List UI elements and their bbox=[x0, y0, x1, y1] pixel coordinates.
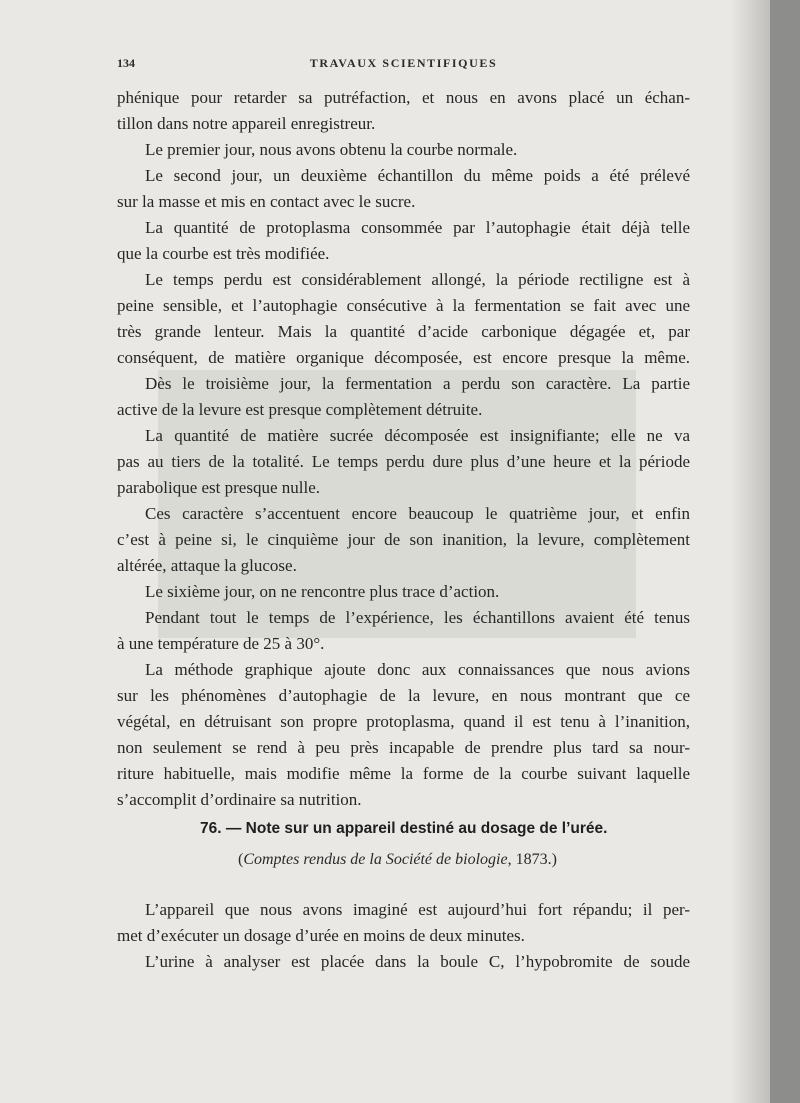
text-line: Le premier jour, nous avons obtenu la courbe normale. bbox=[145, 140, 518, 159]
text-line: L’urine à analyser est placée dans la boule C, l’hypobromite de soude bbox=[145, 952, 690, 971]
page-header bbox=[117, 56, 690, 72]
text-line: végétal, en détruisant son propre protoplasma, quand il est tenu à l’inanition, bbox=[117, 712, 690, 731]
text-line: met d’exécuter un dosage d’urée en moins de deux minutes. bbox=[117, 926, 525, 945]
text-line: parabolique est presque nulle. bbox=[117, 478, 320, 497]
text-line: Pendant tout le temps de l’expérience, les échantillons avaient été tenus bbox=[145, 608, 690, 627]
text-line: peine sensible, et l’autophagie consécutive à la fermentation se fait avec une bbox=[117, 296, 690, 315]
text-line: altérée, attaque la glucose. bbox=[117, 556, 297, 575]
text-line: Le temps perdu est considérablement allongé, la période rectiligne est à bbox=[145, 270, 690, 289]
text-line: sur la masse et mis en contact avec le sucre. bbox=[117, 192, 416, 211]
text-line: Ces caractère s’accentuent encore beaucoup le quatrième jour, et enfin bbox=[145, 504, 690, 523]
text-line: sur les phénomènes d’autophagie de la levure, en nous montrant que ce bbox=[117, 686, 690, 705]
running-title: TRAVAUX SCIENTIFIQUES bbox=[309, 56, 498, 70]
text-line: Le sixième jour, on ne rencontre plus trace d’action. bbox=[145, 582, 500, 601]
text-line: c’est à peine si, le cinquième jour de son inanition, la levure, complètement bbox=[117, 530, 690, 549]
text-line: pas au tiers de la totalité. Le temps perdu dure plus d’une heure et la période bbox=[117, 452, 690, 471]
text-line: phénique pour retarder sa putréfaction, et nous en avons placé un échan- bbox=[117, 88, 690, 107]
text-line: très grande lenteur. Mais la quantité d’acide carbonique dégagée et, par bbox=[117, 322, 690, 341]
text-line: La quantité de matière sucrée décomposée est insignifiante; elle ne va bbox=[145, 426, 690, 445]
text-line: La méthode graphique ajoute donc aux connaissances que nous avions bbox=[145, 660, 690, 679]
section-heading: 76. — Note sur un appareil destiné au dosage de l’urée. bbox=[200, 820, 608, 837]
text-line: riture habituelle, mais modifie même la forme de la courbe suivant laquelle bbox=[117, 764, 690, 783]
text-line: La quantité de protoplasma consommée par l’autophagie était déjà telle bbox=[145, 218, 690, 237]
text-line: que la courbe est très modifiée. bbox=[117, 244, 330, 263]
text-line: Le second jour, un deuxième échantillon du même poids a été prélevé bbox=[145, 166, 690, 185]
text-line: non seulement se rend à peu près incapable de prendre plus tard sa nour- bbox=[117, 738, 690, 757]
section-citation: (Comptes rendus de la Société de biologie, 1873.) bbox=[238, 851, 557, 868]
page-number: 134 bbox=[117, 56, 135, 70]
text-line: L’appareil que nous avons imaginé est aujourd’hui fort répandu; il per- bbox=[145, 900, 690, 919]
text-line: Dès le troisième jour, la fermentation a perdu son caractère. La partie bbox=[145, 374, 690, 393]
text-line: s’accomplit d’ordinaire sa nutrition. bbox=[117, 790, 362, 809]
text-line: à une température de 25 à 30°. bbox=[117, 634, 325, 653]
text-line: conséquent, de matière organique décomposée, est encore presque la même. bbox=[117, 348, 690, 367]
text-line: tillon dans notre appareil enregistreur. bbox=[117, 114, 376, 133]
text-line: active de la levure est presque complètement détruite. bbox=[117, 400, 483, 419]
